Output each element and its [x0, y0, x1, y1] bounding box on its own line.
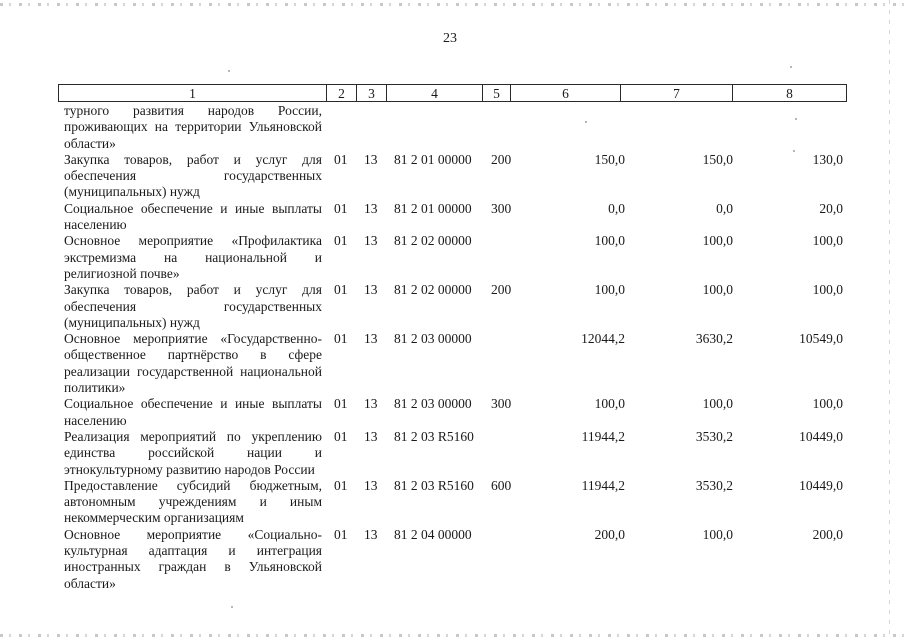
row-amount-col8: 100,0 [812, 282, 843, 298]
row-amount-col8: 10449,0 [799, 477, 843, 493]
row-subsection-code: 13 [364, 331, 378, 347]
table-row [0, 396, 905, 429]
row-expense-type: 300 [491, 200, 512, 216]
row-subsection-code: 13 [364, 477, 378, 493]
row-section-code: 01 [334, 331, 348, 347]
row-target-code: 81 2 03 R5160 [394, 428, 474, 444]
column-header-row [59, 85, 847, 102]
row-target-code: 81 2 03 00000 [394, 331, 472, 347]
column-header-8: 8 [733, 85, 847, 102]
column-header-6: 6 [511, 85, 621, 102]
row-target-code: 81 2 04 00000 [394, 526, 472, 542]
table-row [0, 331, 905, 396]
row-subsection-code: 13 [364, 151, 378, 167]
row-amount-col8: 10549,0 [799, 331, 843, 347]
row-amount-col6: 12044,2 [581, 331, 625, 347]
row-target-code: 81 2 01 00000 [394, 200, 472, 216]
column-header-4: 4 [387, 85, 483, 102]
page-number: 23 [443, 31, 457, 46]
row-amount-col7: 100,0 [702, 233, 733, 249]
row-description: Основное мероприятие «Профилактика экстремизма на национальной и религиозной почве» [64, 233, 322, 281]
row-description: Закупка товаров, работ и услуг для обеспечения государственных (муниципальных) нужд [64, 282, 322, 330]
row-section-code: 01 [334, 233, 348, 249]
row-amount-col8: 130,0 [812, 151, 843, 167]
row-subsection-code: 13 [364, 428, 378, 444]
row-amount-col7: 3630,2 [695, 331, 733, 347]
row-amount-col7: 100,0 [702, 396, 733, 412]
row-target-code: 81 2 03 R5160 [394, 477, 474, 493]
row-amount-col7: 150,0 [702, 151, 733, 167]
row-amount-col7: 3530,2 [695, 428, 733, 444]
column-header-2: 2 [327, 85, 357, 102]
table-row [0, 103, 905, 152]
row-target-code: 81 2 02 00000 [394, 282, 472, 298]
row-amount-col6: 100,0 [594, 282, 625, 298]
column-header-1: 1 [59, 85, 327, 102]
table-row [0, 478, 905, 527]
row-amount-col8: 100,0 [812, 233, 843, 249]
row-amount-col7: 100,0 [702, 282, 733, 298]
row-section-code: 01 [334, 151, 348, 167]
row-expense-type: 200 [491, 282, 512, 298]
row-amount-col6: 200,0 [594, 526, 625, 542]
row-expense-type: 300 [491, 396, 512, 412]
row-target-code: 81 2 01 00000 [394, 151, 472, 167]
row-subsection-code: 13 [364, 233, 378, 249]
row-subsection-code: 13 [364, 526, 378, 542]
row-section-code: 01 [334, 396, 348, 412]
row-amount-col6: 11944,2 [581, 428, 625, 444]
row-amount-col6: 100,0 [594, 396, 625, 412]
row-description: турного развития народов России, проживающих на территории Ульяновской области» [64, 103, 322, 151]
row-amount-col6: 0,0 [608, 200, 625, 216]
row-description: Основное мероприятие «Социально-культурная адаптация и интеграция иностранных граждан в Ульяновской области» [64, 526, 322, 591]
row-section-code: 01 [334, 428, 348, 444]
row-subsection-code: 13 [364, 396, 378, 412]
column-header-5: 5 [483, 85, 511, 102]
row-amount-col7: 3530,2 [695, 477, 733, 493]
row-target-code: 81 2 03 00000 [394, 396, 472, 412]
table-row [0, 282, 905, 331]
row-section-code: 01 [334, 526, 348, 542]
scan-edge-top [0, 3, 905, 6]
row-description: Закупка товаров, работ и услуг для обеспечения государственных (муниципальных) нужд [64, 151, 322, 200]
row-description: Социальное обеспечение и иные выплаты населению [64, 396, 322, 428]
row-section-code: 01 [334, 200, 348, 216]
row-section-code: 01 [334, 477, 348, 493]
row-amount-col8: 200,0 [812, 526, 843, 542]
row-amount-col8: 20,0 [819, 200, 843, 216]
row-amount-col6: 100,0 [594, 233, 625, 249]
scan-speck [790, 66, 792, 68]
row-description: Социальное обеспечение и иные выплаты населению [64, 200, 322, 233]
row-description: Основное мероприятие «Государственно-общественное партнёрство в сфере реализации государственной национальной политики» [64, 331, 322, 396]
column-header-table [58, 84, 847, 102]
row-amount-col8: 10449,0 [799, 428, 843, 444]
table-row [0, 429, 905, 478]
table-row [0, 201, 905, 234]
row-amount-col6: 11944,2 [581, 477, 625, 493]
table-row [0, 527, 905, 592]
column-header-3: 3 [357, 85, 387, 102]
row-description: Предоставление субсидий бюджетным, автономным учреждениям и иным некоммерческим организациям [64, 477, 322, 526]
row-amount-col7: 100,0 [702, 526, 733, 542]
row-target-code: 81 2 02 00000 [394, 233, 472, 249]
row-description: Реализация мероприятий по укреплению единства российской нации и этнокультурному развитию народов России [64, 428, 322, 477]
scan-speck [231, 606, 233, 608]
scan-speck [228, 70, 230, 72]
row-expense-type: 600 [491, 477, 512, 493]
table-row [0, 233, 905, 282]
table-row [0, 152, 905, 201]
row-amount-col6: 150,0 [594, 151, 625, 167]
row-subsection-code: 13 [364, 200, 378, 216]
row-subsection-code: 13 [364, 282, 378, 298]
table-body [0, 103, 905, 592]
row-section-code: 01 [334, 282, 348, 298]
row-expense-type: 200 [491, 151, 512, 167]
column-header-7: 7 [621, 85, 733, 102]
row-amount-col7: 0,0 [716, 200, 733, 216]
row-amount-col8: 100,0 [812, 396, 843, 412]
scan-edge-bottom [0, 634, 905, 637]
